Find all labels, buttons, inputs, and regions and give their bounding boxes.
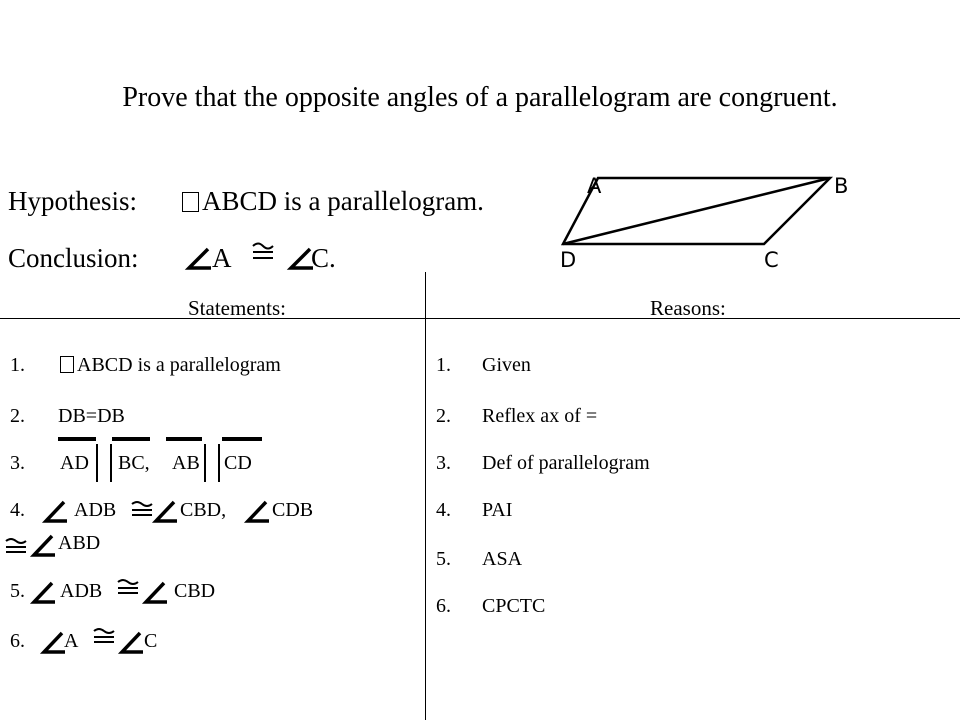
reason-1-num: 1. xyxy=(436,354,451,376)
statement-6-angle-c: C xyxy=(144,630,158,652)
statement-4-num: 4. xyxy=(10,499,25,521)
table-vertical-divider xyxy=(425,272,426,720)
congruent-icon xyxy=(4,537,28,555)
statement-6-angle-a: A xyxy=(64,630,79,652)
congruent-icon xyxy=(116,578,140,596)
reason-5-text: ASA xyxy=(482,548,523,570)
statements-header: Statements: xyxy=(188,296,286,320)
reason-2-num: 2. xyxy=(436,405,451,427)
segment-overline-icon xyxy=(166,436,206,442)
parallelogram-symbol-icon xyxy=(60,356,74,373)
statement-1-num: 1. xyxy=(10,354,25,376)
statement-6-num: 6. xyxy=(10,630,25,652)
statement-2-text: DB=DB xyxy=(58,405,125,427)
segment-overline-icon xyxy=(58,436,98,442)
congruent-icon xyxy=(130,500,154,518)
statement-2-num: 2. xyxy=(10,405,25,427)
statement-4-angle-cbd: CBD, xyxy=(180,499,227,521)
vertex-label-c: C xyxy=(764,248,779,272)
statement-5-angle-cbd: CBD xyxy=(174,580,216,602)
reason-1-text: Given xyxy=(482,354,531,376)
statement-5-num: 5. xyxy=(10,580,25,602)
reason-6-num: 6. xyxy=(436,595,451,617)
reason-6-text: CPCTC xyxy=(482,595,546,617)
reason-2-text: Reflex ax of = xyxy=(482,405,598,427)
page-title: Prove that the opposite angles of a parallelogram are congruent. xyxy=(122,82,838,113)
reason-5-num: 5. xyxy=(436,548,451,570)
statement-4-angle-adb: ADB xyxy=(74,499,117,521)
reason-3-num: 3. xyxy=(436,452,451,474)
angle-icon xyxy=(120,631,144,655)
angle-icon xyxy=(154,500,178,524)
angle-icon xyxy=(32,534,56,558)
conclusion-angle-a: A xyxy=(212,243,232,273)
parallel-icon xyxy=(93,440,117,484)
angle-icon xyxy=(144,581,168,605)
angle-icon xyxy=(246,500,270,524)
congruent-icon xyxy=(92,627,116,645)
statement-1-text: ABCD is a parallelogram xyxy=(77,354,281,376)
vertex-label-b: B xyxy=(834,174,849,198)
reason-3-text: Def of parallelogram xyxy=(482,452,650,474)
statement-3-num: 3. xyxy=(10,452,25,474)
statement-4-angle-cdb: CDB xyxy=(272,499,314,521)
statement-4-angle-abd: ABD xyxy=(58,532,101,554)
hypothesis-statement: ABCD is a parallelogram. xyxy=(202,186,484,216)
conclusion-label: Conclusion: xyxy=(8,243,139,273)
statement-3-seg-ad: AD xyxy=(60,452,89,474)
segment-overline-icon xyxy=(222,436,266,442)
angle-icon xyxy=(44,500,68,524)
segment-overline-icon xyxy=(112,436,152,442)
vertex-label-d: D xyxy=(560,248,577,272)
statement-3-seg-bc: BC, xyxy=(118,452,150,474)
hypothesis-label: Hypothesis: xyxy=(8,186,138,216)
table-horizontal-divider xyxy=(0,318,960,319)
angle-icon xyxy=(42,631,66,655)
conclusion-angle-c: C. xyxy=(311,243,336,273)
statement-3-seg-cd: CD xyxy=(224,452,252,474)
reasons-header: Reasons: xyxy=(650,296,726,320)
statement-3-seg-ab: AB xyxy=(172,452,200,474)
parallel-icon xyxy=(201,440,225,484)
vertex-label-a: A xyxy=(587,174,602,198)
reason-4-text: PAI xyxy=(482,499,513,521)
statement-5-angle-adb: ADB xyxy=(60,580,103,602)
statement-1 xyxy=(60,354,281,377)
angle-icon xyxy=(32,581,56,605)
reason-4-num: 4. xyxy=(436,499,451,521)
